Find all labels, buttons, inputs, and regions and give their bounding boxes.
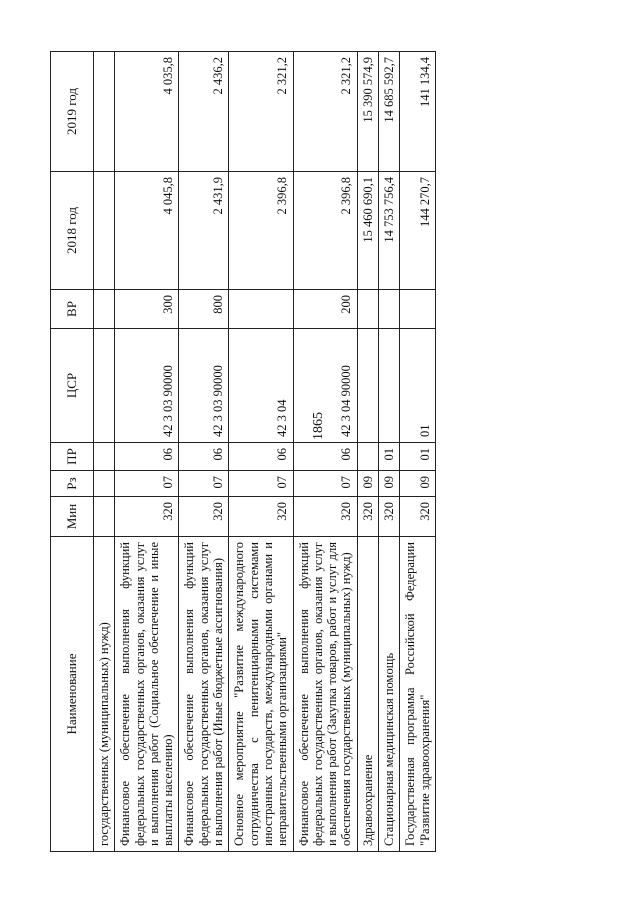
row-csr: 01 bbox=[400, 329, 436, 443]
row-2018: 144 270,7 bbox=[400, 172, 436, 290]
row-name: Финансовое обеспечение выполнения функций федеральных государственных органов, оказания услуг и выполнения работ (Социальное обеспечение и иные выплаты населению) bbox=[115, 537, 179, 852]
row-csr: 42 3 04 90000 bbox=[293, 329, 357, 443]
row-vr bbox=[94, 290, 115, 329]
row-rz bbox=[94, 471, 115, 497]
row-rz: 07 bbox=[179, 471, 229, 497]
row-csr: 42 3 03 90000 bbox=[179, 329, 229, 443]
row-min bbox=[94, 497, 115, 537]
row-pr: 01 bbox=[379, 443, 400, 471]
row-vr: 800 bbox=[179, 290, 229, 329]
header-pr: ПР bbox=[51, 443, 94, 471]
row-2018: 14 753 756,4 bbox=[379, 172, 400, 290]
row-pr: 06 bbox=[293, 443, 357, 471]
row-2018 bbox=[94, 172, 115, 290]
row-csr bbox=[379, 329, 400, 443]
row-2019: 15 390 574,9 bbox=[357, 52, 378, 172]
row-2019 bbox=[94, 52, 115, 172]
row-pr: 01 bbox=[400, 443, 436, 471]
header-2018: 2018 год bbox=[51, 172, 94, 290]
row-name: государственных (муниципальных) нужд) bbox=[94, 537, 115, 852]
row-name: Основное мероприятие "Развитие международного сотрудничества с пенитенциарными системами иностранных государств, международными органами и неправительственными организациями" bbox=[229, 537, 293, 852]
row-2019: 141 134,4 bbox=[400, 52, 436, 172]
table-row bbox=[293, 52, 357, 852]
header-vr: ВР bbox=[51, 290, 94, 329]
row-2018: 4 045,8 bbox=[115, 172, 179, 290]
row-vr bbox=[229, 290, 293, 329]
table-header-row bbox=[51, 52, 94, 852]
row-2019: 2 321,2 bbox=[293, 52, 357, 172]
page-number: 1865 bbox=[311, 412, 326, 440]
row-2019: 2 436,2 bbox=[179, 52, 229, 172]
row-vr: 300 bbox=[115, 290, 179, 329]
table-row bbox=[357, 52, 378, 852]
header-2019: 2019 год bbox=[51, 52, 94, 172]
row-vr: 200 bbox=[293, 290, 357, 329]
header-rz: Рз bbox=[51, 471, 94, 497]
row-pr: 06 bbox=[179, 443, 229, 471]
table-row bbox=[94, 52, 115, 852]
row-name: Здравоохранение bbox=[357, 537, 378, 852]
row-min: 320 bbox=[379, 497, 400, 537]
table-row bbox=[115, 52, 179, 852]
row-pr: 06 bbox=[115, 443, 179, 471]
row-rz: 07 bbox=[293, 471, 357, 497]
row-rz: 09 bbox=[379, 471, 400, 497]
row-name: Государственная программа Российской Федерации "Развитие здравоохранения" bbox=[400, 537, 436, 852]
row-name: Финансовое обеспечение выполнения функций федеральных государственных органов, оказания услуг и выполнения работ (Закупка товаров, работ и услуг для обеспечения государственных (муниципальных) нужд) bbox=[293, 537, 357, 852]
row-vr bbox=[379, 290, 400, 329]
row-vr bbox=[400, 290, 436, 329]
row-pr bbox=[94, 443, 115, 471]
row-2018: 2 396,8 bbox=[293, 172, 357, 290]
row-rz: 09 bbox=[357, 471, 378, 497]
row-2018: 2 396,8 bbox=[229, 172, 293, 290]
rotated-table-wrapper bbox=[50, 52, 590, 852]
row-name: Финансовое обеспечение выполнения функций федеральных государственных органов, оказания услуг и выполнения работ (Иные бюджетные ассигнования) bbox=[179, 537, 229, 852]
table-row bbox=[229, 52, 293, 852]
row-min: 320 bbox=[179, 497, 229, 537]
row-2019: 14 685 592,7 bbox=[379, 52, 400, 172]
row-2019: 4 035,8 bbox=[115, 52, 179, 172]
row-rz: 09 bbox=[400, 471, 436, 497]
row-csr bbox=[357, 329, 378, 443]
row-min: 320 bbox=[357, 497, 378, 537]
row-min: 320 bbox=[293, 497, 357, 537]
header-name: Наименование bbox=[51, 537, 94, 852]
budget-table bbox=[50, 51, 436, 852]
row-2019: 2 321,2 bbox=[229, 52, 293, 172]
row-rz: 07 bbox=[115, 471, 179, 497]
row-min: 320 bbox=[115, 497, 179, 537]
header-csr: ЦСР bbox=[51, 329, 94, 443]
row-min: 320 bbox=[400, 497, 436, 537]
row-2018: 2 431,9 bbox=[179, 172, 229, 290]
row-csr: 42 3 03 90000 bbox=[115, 329, 179, 443]
row-pr: 06 bbox=[229, 443, 293, 471]
table-row bbox=[179, 52, 229, 852]
row-name: Стационарная медицинская помощь bbox=[379, 537, 400, 852]
row-vr bbox=[357, 290, 378, 329]
table-row bbox=[379, 52, 400, 852]
row-csr: 42 3 04 bbox=[229, 329, 293, 443]
row-min: 320 bbox=[229, 497, 293, 537]
header-min: Мин bbox=[51, 497, 94, 537]
row-rz: 07 bbox=[229, 471, 293, 497]
table-row bbox=[400, 52, 436, 852]
row-csr bbox=[94, 329, 115, 443]
row-2018: 15 460 690,1 bbox=[357, 172, 378, 290]
row-pr bbox=[357, 443, 378, 471]
